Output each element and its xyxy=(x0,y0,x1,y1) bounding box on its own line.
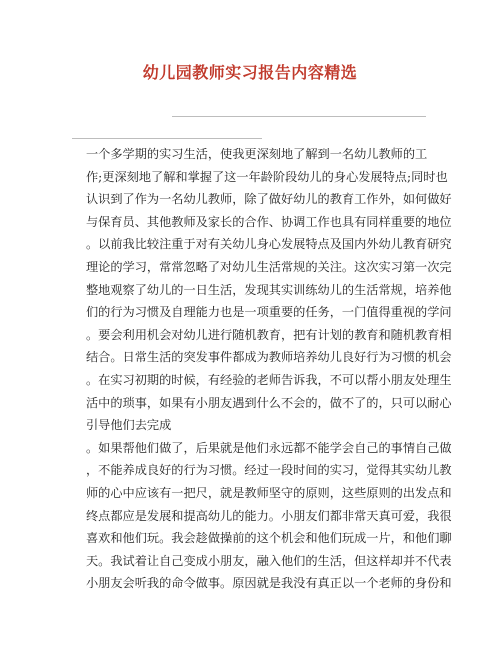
title-divider xyxy=(172,116,426,117)
body-line: 师的心中应该有一把尺，就是教师坚守的原则，这些原则的出发点和 xyxy=(86,485,452,500)
body-line: 认识到了作为一名幼儿教师，除了做好幼儿的教育工作外，如何做好 xyxy=(86,192,452,207)
document-body xyxy=(86,143,452,595)
body-line: 引导他们去完成 xyxy=(86,418,172,433)
body-line: 们的行为习惯及自理能力也是一项重要的任务，一门值得重视的学问 xyxy=(86,305,452,320)
body-line: 。在实习初期的时候，有经验的老师告诉我，不可以帮小朋友处理生 xyxy=(86,372,452,387)
document-title: 幼儿园教师实习报告内容精选 xyxy=(142,63,358,82)
body-line: 活中的琐事，如果有小朋友遇到什么不会的，做不了的，只可以耐心 xyxy=(86,395,452,410)
body-line: 整地观察了幼儿的一日生活，发现其实训练幼儿的生活常规，培养他 xyxy=(86,282,452,297)
body-line: 。要会利用机会对幼儿进行随机教育，把有计划的教育和随机教育相 xyxy=(86,327,452,342)
body-line: 与保育员、其他教师及家长的合作、协调工作也具有同样重要的地位 xyxy=(86,214,452,229)
body-line: 理论的学习，常常忽略了对幼儿生活常规的关注。这次实习第一次完 xyxy=(86,259,452,274)
body-line: ，不能养成良好的行为习惯。经过一段时间的实习，觉得其实幼儿教 xyxy=(86,463,452,478)
body-line: 作;更深刻地了解和掌握了这一年龄阶段幼儿的身心发展特点;同时也 xyxy=(86,169,448,184)
body-line: 。如果帮他们做了，后果就是他们永远都不能学会自己的事情自己做 xyxy=(86,440,452,455)
section-divider xyxy=(72,138,262,139)
body-line: 。以前我比较注重于对有关幼儿身心发展特点及国内外幼儿教育研究 xyxy=(86,237,452,252)
body-line: 小朋友会听我的命令做事。原因就是我没有真正以一个老师的身份和 xyxy=(86,576,452,591)
body-line: 一个多学期的实习生活，使我更深刻地了解到一名幼儿教师的工 xyxy=(86,147,428,161)
body-line: 喜欢和他们玩。我会趁做操前的这个机会和他们玩成一片，和他们聊 xyxy=(86,531,452,546)
body-line: 终点都应是发展和提高幼儿的能力。小朋友们都非常天真可爱，我很 xyxy=(86,508,452,523)
body-line: 天。我试着让自己变成小朋友，融入他们的生活，但这样却并不代表 xyxy=(86,553,452,568)
body-line: 结合。日常生活的突发事件都成为教师培养幼儿良好行为习惯的机会 xyxy=(86,350,452,365)
